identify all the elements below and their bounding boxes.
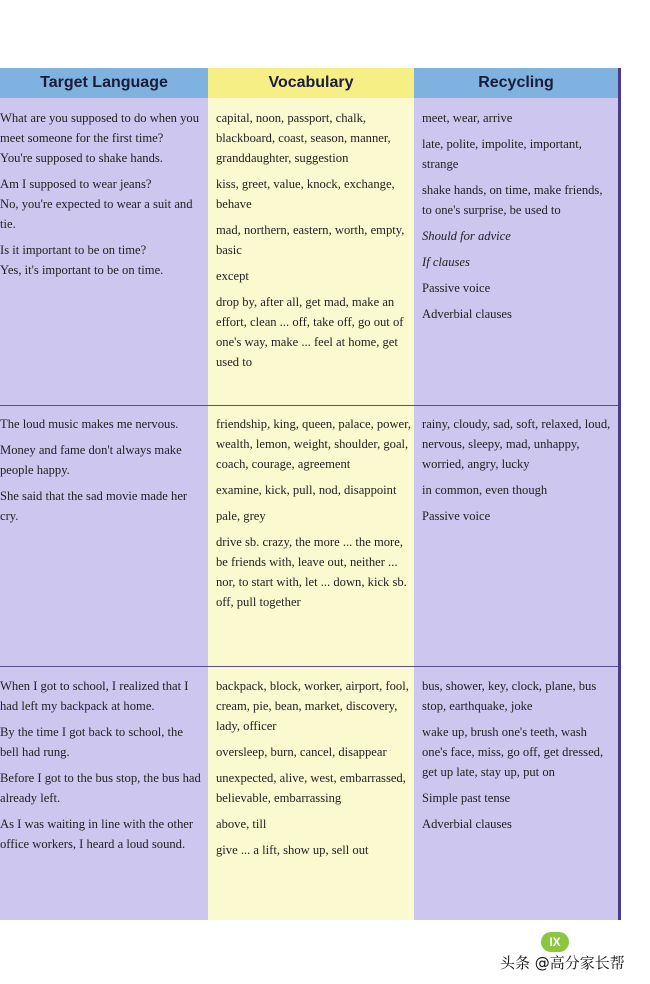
target-language-column bbox=[0, 68, 208, 920]
page-number-badge: IX bbox=[541, 932, 569, 952]
recycling-item: meet, wear, arrive bbox=[422, 111, 513, 125]
recycling-column bbox=[414, 68, 618, 920]
recycling-item: If clauses bbox=[422, 255, 470, 269]
vocab-group: pale, grey bbox=[216, 509, 266, 523]
vocab-group: except bbox=[216, 269, 249, 283]
recycling-item: Adverbial clauses bbox=[422, 817, 512, 831]
vocab-group: friendship, king, queen, palace, power, wealth, lemon, weight, shoulder, goal, coach, courage, agreement bbox=[216, 417, 411, 471]
vocab-group: mad, northern, eastern, worth, empty, basic bbox=[216, 223, 405, 257]
recycling-item: wake up, brush one's teeth, wash one's face, miss, go off, get dressed, get up late, stay up, put on bbox=[422, 725, 604, 779]
recycling-item: shake hands, on time, make friends, to one's surprise, be used to bbox=[422, 183, 603, 217]
vocabulary-header: Vocabulary bbox=[208, 68, 414, 98]
row-divider bbox=[0, 666, 618, 667]
target-sentence: She said that the sad movie made her cry. bbox=[0, 489, 188, 523]
recycling-item: Passive voice bbox=[422, 509, 491, 523]
vocab-group: backpack, block, worker, airport, fool, cream, pie, bean, market, discovery, lady, officer bbox=[216, 679, 409, 733]
vocab-cell-row3 bbox=[216, 676, 412, 866]
target-sentence: No, you're expected to wear a suit and tie. bbox=[0, 197, 193, 231]
recycling-item: rainy, cloudy, sad, soft, relaxed, loud, nervous, sleepy, mad, unhappy, worried, angry, lucky bbox=[422, 417, 611, 471]
target-sentence: You're supposed to shake hands. bbox=[0, 151, 163, 165]
vocab-group: drop by, after all, get mad, make an effort, clean ... off, take off, go out of one's way, make ... feel at home, get used to bbox=[216, 295, 404, 369]
vocab-group: examine, kick, pull, nod, disappoint bbox=[216, 483, 397, 497]
row-divider bbox=[0, 405, 618, 406]
recycling-cell-row3 bbox=[422, 676, 614, 840]
vocab-group: above, till bbox=[216, 817, 267, 831]
target-sentence: When I got to school, I realized that I had left my backpack at home. bbox=[0, 679, 189, 713]
target-sentence: The loud music makes me nervous. bbox=[0, 417, 179, 431]
target-cell-row1 bbox=[0, 108, 204, 286]
target-sentence: As I was waiting in line with the other office workers, I heard a loud sound. bbox=[0, 817, 194, 851]
vocab-group: oversleep, burn, cancel, disappear bbox=[216, 745, 387, 759]
watermark: 头条 @高分家长帮 bbox=[500, 954, 625, 972]
vocab-group: capital, noon, passport, chalk, blackboard, coast, season, manner, granddaughter, suggestion bbox=[216, 111, 391, 165]
target-sentence: What are you supposed to do when you meet someone for the first time? bbox=[0, 111, 200, 145]
target-sentence: Yes, it's important to be on time. bbox=[0, 263, 164, 277]
target-sentence: Before I got to the bus stop, the bus had already left. bbox=[0, 771, 201, 805]
target-language-header: Target Language bbox=[0, 68, 208, 98]
recycling-cell-row1 bbox=[422, 108, 614, 330]
target-sentence: By the time I got back to school, the bell had rung. bbox=[0, 725, 183, 759]
recycling-item: Should for advice bbox=[422, 229, 511, 243]
recycling-item: Passive voice bbox=[422, 281, 491, 295]
target-sentence: Money and fame don't always make people happy. bbox=[0, 443, 182, 477]
recycling-item: in common, even though bbox=[422, 483, 548, 497]
vocab-group: kiss, greet, value, knock, exchange, behave bbox=[216, 177, 395, 211]
recycling-item: Adverbial clauses bbox=[422, 307, 512, 321]
vocab-cell-row1 bbox=[216, 108, 412, 378]
target-cell-row2 bbox=[0, 414, 204, 532]
recycling-item: bus, shower, key, clock, plane, bus stop, earthquake, joke bbox=[422, 679, 597, 713]
target-cell-row3 bbox=[0, 676, 204, 860]
vocab-group: give ... a lift, show up, sell out bbox=[216, 843, 369, 857]
recycling-header: Recycling bbox=[414, 68, 618, 98]
recycling-item: Simple past tense bbox=[422, 791, 511, 805]
vocab-group: drive sb. crazy, the more ... the more, be friends with, leave out, neither ... nor, to start with, let ... down, kick sb. off, pull together bbox=[216, 535, 407, 609]
vocabulary-column bbox=[208, 68, 414, 920]
curriculum-table bbox=[0, 68, 621, 920]
recycling-item: late, polite, impolite, important, strange bbox=[422, 137, 582, 171]
target-sentence: Am I supposed to wear jeans? bbox=[0, 177, 152, 191]
recycling-cell-row2 bbox=[422, 414, 614, 532]
target-sentence: Is it important to be on time? bbox=[0, 243, 147, 257]
vocab-cell-row2 bbox=[216, 414, 412, 618]
vocab-group: unexpected, alive, west, embarrassed, believable, embarrassing bbox=[216, 771, 406, 805]
